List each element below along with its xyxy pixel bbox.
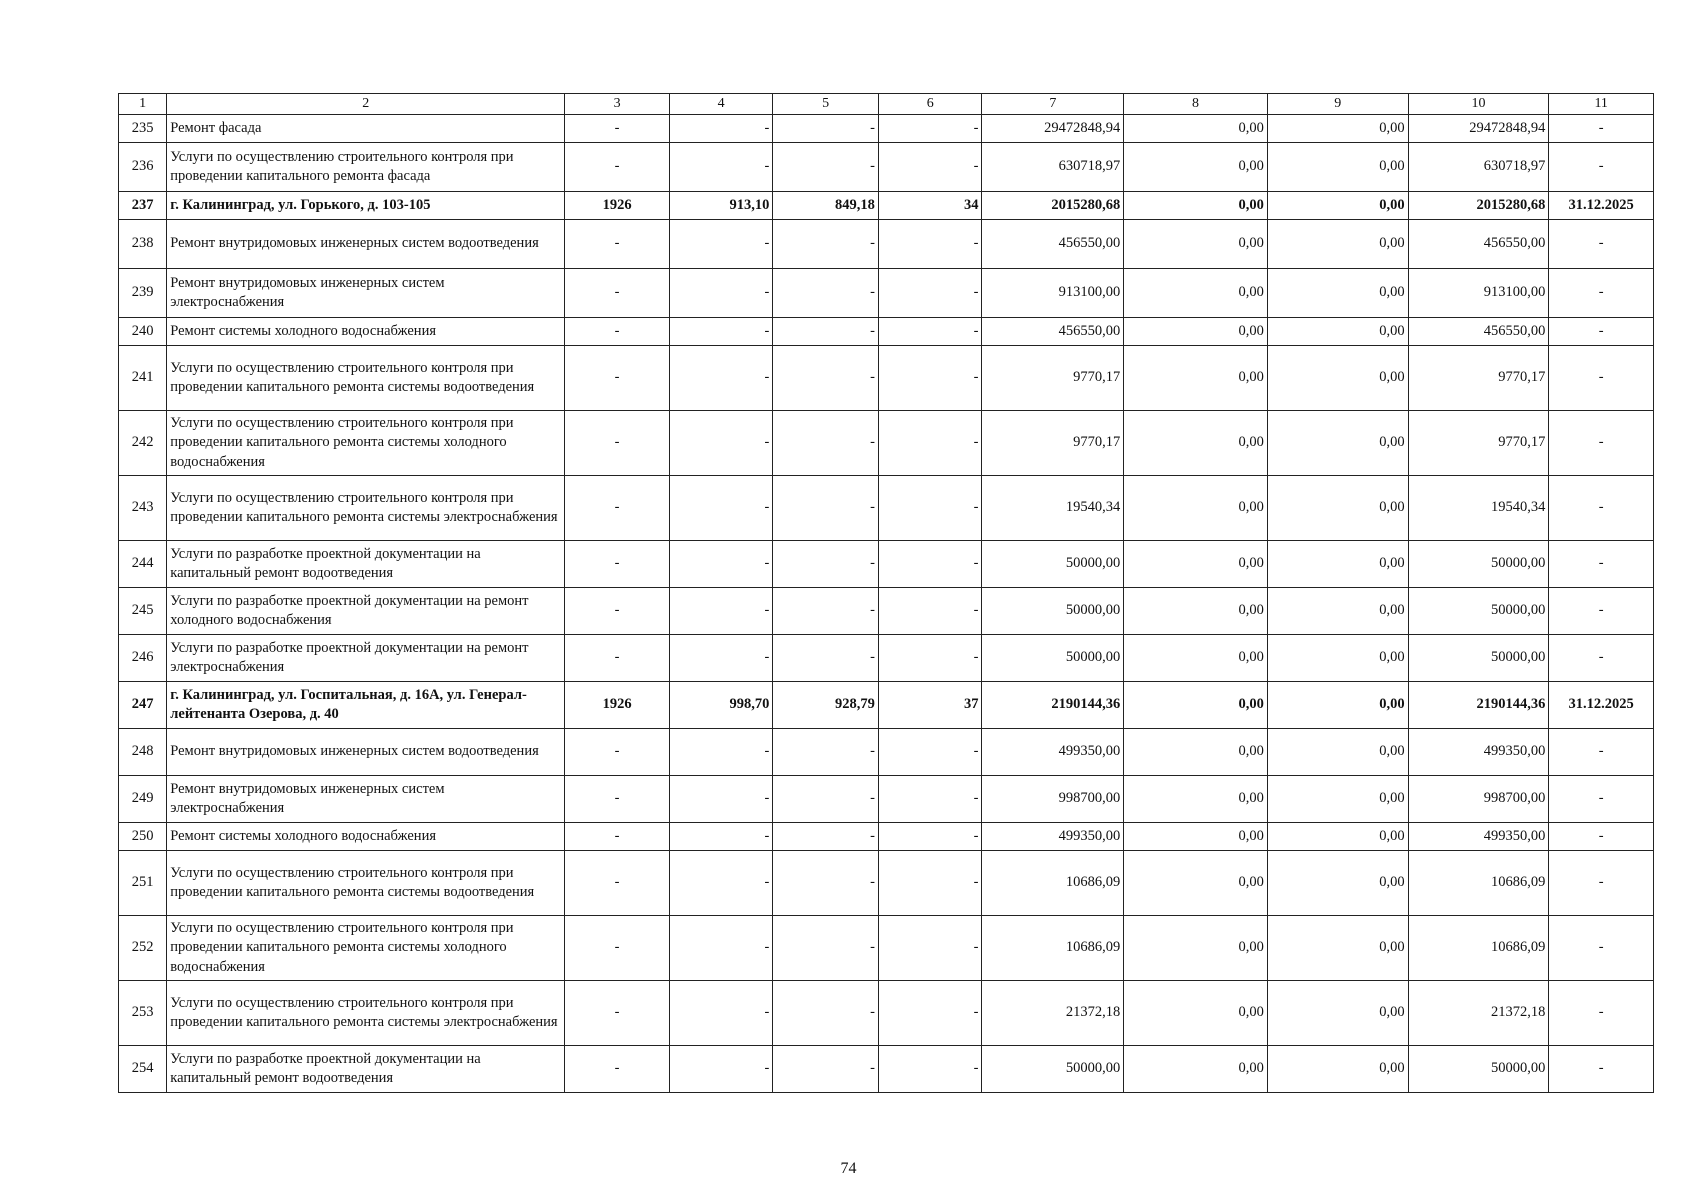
living-area: 928,79 xyxy=(773,682,879,729)
living-area: - xyxy=(773,318,879,346)
total-cost: 2015280,68 xyxy=(982,192,1124,220)
table-row xyxy=(119,541,1654,588)
cost-col-8: 0,00 xyxy=(1124,143,1268,192)
total-cost: 499350,00 xyxy=(982,729,1124,776)
cost-col-8: 0,00 xyxy=(1124,192,1268,220)
cost-col-10: 499350,00 xyxy=(1408,823,1549,851)
completion-date: 31.12.2025 xyxy=(1549,682,1654,729)
table-row xyxy=(119,776,1654,823)
total-cost: 19540,34 xyxy=(982,476,1124,541)
cost-col-10: 9770,17 xyxy=(1408,411,1549,476)
cost-col-10: 29472848,94 xyxy=(1408,115,1549,143)
living-area: - xyxy=(773,541,879,588)
table-row xyxy=(119,729,1654,776)
row-number: 238 xyxy=(119,220,167,269)
build-year: - xyxy=(565,346,670,411)
cost-col-10: 456550,00 xyxy=(1408,318,1549,346)
completion-date: - xyxy=(1549,1046,1654,1093)
cost-col-10: 630718,97 xyxy=(1408,143,1549,192)
cost-col-9: 0,00 xyxy=(1267,635,1408,682)
residents-count: - xyxy=(878,476,982,541)
total-cost: 499350,00 xyxy=(982,823,1124,851)
row-number: 254 xyxy=(119,1046,167,1093)
cost-col-9: 0,00 xyxy=(1267,916,1408,981)
cost-col-10: 10686,09 xyxy=(1408,916,1549,981)
total-cost: 10686,09 xyxy=(982,851,1124,916)
table-row xyxy=(119,1046,1654,1093)
living-area: - xyxy=(773,729,879,776)
total-area: - xyxy=(669,143,773,192)
completion-date: - xyxy=(1549,916,1654,981)
living-area: - xyxy=(773,220,879,269)
work-description: Услуги по разработке проектной документации на капитальный ремонт водоотведения xyxy=(167,1046,565,1093)
cost-col-8: 0,00 xyxy=(1124,541,1268,588)
cost-col-10: 2190144,36 xyxy=(1408,682,1549,729)
cost-col-8: 0,00 xyxy=(1124,318,1268,346)
build-year: - xyxy=(565,411,670,476)
col-header: 4 xyxy=(669,94,773,115)
table-row xyxy=(119,916,1654,981)
living-area: - xyxy=(773,916,879,981)
table-row xyxy=(119,220,1654,269)
work-description: Ремонт фасада xyxy=(167,115,565,143)
col-header: 6 xyxy=(878,94,982,115)
cost-col-9: 0,00 xyxy=(1267,1046,1408,1093)
cost-col-9: 0,00 xyxy=(1267,776,1408,823)
cost-col-9: 0,00 xyxy=(1267,851,1408,916)
cost-col-9: 0,00 xyxy=(1267,318,1408,346)
cost-col-9: 0,00 xyxy=(1267,682,1408,729)
completion-date: - xyxy=(1549,318,1654,346)
cost-col-9: 0,00 xyxy=(1267,346,1408,411)
residents-count: - xyxy=(878,269,982,318)
residents-count: - xyxy=(878,588,982,635)
work-description: Ремонт системы холодного водоснабжения xyxy=(167,823,565,851)
total-cost: 21372,18 xyxy=(982,981,1124,1046)
row-number: 247 xyxy=(119,682,167,729)
table-row xyxy=(119,682,1654,729)
residents-count: - xyxy=(878,346,982,411)
total-area: - xyxy=(669,851,773,916)
completion-date: - xyxy=(1549,115,1654,143)
build-year: - xyxy=(565,115,670,143)
residents-count: - xyxy=(878,635,982,682)
work-description: Услуги по осуществлению строительного контроля при проведении капитального ремонта системы электроснабжения xyxy=(167,981,565,1046)
cost-col-8: 0,00 xyxy=(1124,851,1268,916)
row-number: 240 xyxy=(119,318,167,346)
build-year: - xyxy=(565,981,670,1046)
total-cost: 9770,17 xyxy=(982,346,1124,411)
cost-col-10: 998700,00 xyxy=(1408,776,1549,823)
completion-date: - xyxy=(1549,851,1654,916)
cost-col-10: 499350,00 xyxy=(1408,729,1549,776)
total-area: - xyxy=(669,916,773,981)
cost-col-8: 0,00 xyxy=(1124,981,1268,1046)
residents-count: - xyxy=(878,916,982,981)
living-area: - xyxy=(773,143,879,192)
completion-date: - xyxy=(1549,220,1654,269)
col-header: 10 xyxy=(1408,94,1549,115)
row-number: 236 xyxy=(119,143,167,192)
cost-col-8: 0,00 xyxy=(1124,823,1268,851)
row-number: 251 xyxy=(119,851,167,916)
living-area: - xyxy=(773,823,879,851)
living-area: - xyxy=(773,115,879,143)
col-header: 2 xyxy=(167,94,565,115)
total-cost: 2190144,36 xyxy=(982,682,1124,729)
table-row xyxy=(119,823,1654,851)
table-body xyxy=(119,115,1654,1093)
build-year: - xyxy=(565,776,670,823)
residents-count: - xyxy=(878,318,982,346)
residents-count: - xyxy=(878,115,982,143)
completion-date: - xyxy=(1549,588,1654,635)
cost-col-10: 456550,00 xyxy=(1408,220,1549,269)
cost-col-8: 0,00 xyxy=(1124,682,1268,729)
cost-col-8: 0,00 xyxy=(1124,776,1268,823)
work-description: Ремонт внутридомовых инженерных систем электроснабжения xyxy=(167,269,565,318)
completion-date: - xyxy=(1549,476,1654,541)
work-description: Ремонт системы холодного водоснабжения xyxy=(167,318,565,346)
total-area: - xyxy=(669,541,773,588)
table-row xyxy=(119,143,1654,192)
col-header: 5 xyxy=(773,94,879,115)
total-cost: 50000,00 xyxy=(982,635,1124,682)
row-number: 253 xyxy=(119,981,167,1046)
cost-col-10: 10686,09 xyxy=(1408,851,1549,916)
row-number: 245 xyxy=(119,588,167,635)
completion-date: - xyxy=(1549,541,1654,588)
cost-col-8: 0,00 xyxy=(1124,411,1268,476)
total-cost: 456550,00 xyxy=(982,318,1124,346)
build-year: 1926 xyxy=(565,192,670,220)
work-description: Услуги по осуществлению строительного контроля при проведении капитального ремонта системы водоотведения xyxy=(167,346,565,411)
cost-col-9: 0,00 xyxy=(1267,192,1408,220)
build-year: - xyxy=(565,269,670,318)
row-number: 249 xyxy=(119,776,167,823)
total-area: - xyxy=(669,220,773,269)
table-row xyxy=(119,269,1654,318)
cost-col-10: 913100,00 xyxy=(1408,269,1549,318)
total-area: - xyxy=(669,588,773,635)
completion-date: - xyxy=(1549,411,1654,476)
residents-count: - xyxy=(878,981,982,1046)
col-header: 1 xyxy=(119,94,167,115)
total-area: - xyxy=(669,635,773,682)
build-year: - xyxy=(565,476,670,541)
total-cost: 998700,00 xyxy=(982,776,1124,823)
cost-col-9: 0,00 xyxy=(1267,729,1408,776)
living-area: - xyxy=(773,411,879,476)
cost-col-10: 50000,00 xyxy=(1408,541,1549,588)
work-description: г. Калининград, ул. Горького, д. 103-105 xyxy=(167,192,565,220)
page-number: 74 xyxy=(840,1160,857,1177)
total-cost: 50000,00 xyxy=(982,588,1124,635)
build-year: 1926 xyxy=(565,682,670,729)
living-area: - xyxy=(773,635,879,682)
total-cost: 50000,00 xyxy=(982,541,1124,588)
living-area: - xyxy=(773,269,879,318)
build-year: - xyxy=(565,1046,670,1093)
build-year: - xyxy=(565,851,670,916)
residents-count: - xyxy=(878,143,982,192)
cost-col-10: 9770,17 xyxy=(1408,346,1549,411)
row-number: 250 xyxy=(119,823,167,851)
total-area: - xyxy=(669,776,773,823)
cost-col-8: 0,00 xyxy=(1124,346,1268,411)
table-row xyxy=(119,411,1654,476)
cost-col-8: 0,00 xyxy=(1124,220,1268,269)
total-cost: 913100,00 xyxy=(982,269,1124,318)
residents-count: 37 xyxy=(878,682,982,729)
cost-col-9: 0,00 xyxy=(1267,588,1408,635)
cost-col-8: 0,00 xyxy=(1124,588,1268,635)
cost-col-9: 0,00 xyxy=(1267,823,1408,851)
total-area: - xyxy=(669,981,773,1046)
row-number: 235 xyxy=(119,115,167,143)
row-number: 244 xyxy=(119,541,167,588)
cost-col-9: 0,00 xyxy=(1267,476,1408,541)
total-area: - xyxy=(669,269,773,318)
table-row xyxy=(119,346,1654,411)
work-description: Ремонт внутридомовых инженерных систем водоотведения xyxy=(167,220,565,269)
table-row xyxy=(119,192,1654,220)
cost-col-9: 0,00 xyxy=(1267,411,1408,476)
work-description: г. Калининград, ул. Госпитальная, д. 16А, ул. Генерал-лейтенанта Озерова, д. 40 xyxy=(167,682,565,729)
cost-col-8: 0,00 xyxy=(1124,916,1268,981)
total-area: - xyxy=(669,1046,773,1093)
living-area: - xyxy=(773,1046,879,1093)
build-year: - xyxy=(565,916,670,981)
total-area: - xyxy=(669,729,773,776)
cost-col-8: 0,00 xyxy=(1124,729,1268,776)
residents-count: - xyxy=(878,776,982,823)
residents-count: - xyxy=(878,541,982,588)
residents-count: - xyxy=(878,851,982,916)
total-area: - xyxy=(669,823,773,851)
cost-col-10: 19540,34 xyxy=(1408,476,1549,541)
cost-col-8: 0,00 xyxy=(1124,269,1268,318)
row-number: 242 xyxy=(119,411,167,476)
work-description: Услуги по разработке проектной документации на капитальный ремонт водоотведения xyxy=(167,541,565,588)
residents-count: - xyxy=(878,220,982,269)
living-area: - xyxy=(773,981,879,1046)
build-year: - xyxy=(565,729,670,776)
table-row xyxy=(119,115,1654,143)
total-area: - xyxy=(669,476,773,541)
completion-date: - xyxy=(1549,635,1654,682)
build-year: - xyxy=(565,143,670,192)
row-number: 248 xyxy=(119,729,167,776)
living-area: 849,18 xyxy=(773,192,879,220)
works-table xyxy=(118,93,1654,1093)
col-header: 11 xyxy=(1549,94,1654,115)
total-cost: 50000,00 xyxy=(982,1046,1124,1093)
table-row xyxy=(119,588,1654,635)
residents-count: 34 xyxy=(878,192,982,220)
cost-col-9: 0,00 xyxy=(1267,541,1408,588)
completion-date: - xyxy=(1549,143,1654,192)
total-area: 998,70 xyxy=(669,682,773,729)
cost-col-10: 50000,00 xyxy=(1408,635,1549,682)
completion-date: - xyxy=(1549,729,1654,776)
cost-col-10: 21372,18 xyxy=(1408,981,1549,1046)
work-description: Ремонт внутридомовых инженерных систем электроснабжения xyxy=(167,776,565,823)
row-number: 246 xyxy=(119,635,167,682)
work-description: Услуги по разработке проектной документации на ремонт электроснабжения xyxy=(167,635,565,682)
total-cost: 10686,09 xyxy=(982,916,1124,981)
total-area: - xyxy=(669,346,773,411)
cost-col-9: 0,00 xyxy=(1267,981,1408,1046)
build-year: - xyxy=(565,588,670,635)
residents-count: - xyxy=(878,1046,982,1093)
row-number: 252 xyxy=(119,916,167,981)
living-area: - xyxy=(773,851,879,916)
build-year: - xyxy=(565,541,670,588)
cost-col-8: 0,00 xyxy=(1124,476,1268,541)
completion-date: - xyxy=(1549,269,1654,318)
living-area: - xyxy=(773,588,879,635)
row-number: 239 xyxy=(119,269,167,318)
table-row xyxy=(119,635,1654,682)
table-row xyxy=(119,981,1654,1046)
total-cost: 456550,00 xyxy=(982,220,1124,269)
living-area: - xyxy=(773,346,879,411)
work-description: Услуги по осуществлению строительного контроля при проведении капитального ремонта системы холодного водоснабжения xyxy=(167,411,565,476)
row-number: 241 xyxy=(119,346,167,411)
build-year: - xyxy=(565,635,670,682)
table-row xyxy=(119,851,1654,916)
build-year: - xyxy=(565,823,670,851)
work-description: Услуги по осуществлению строительного контроля при проведении капитального ремонта системы электроснабжения xyxy=(167,476,565,541)
col-header: 7 xyxy=(982,94,1124,115)
work-description: Услуги по разработке проектной документации на ремонт холодного водоснабжения xyxy=(167,588,565,635)
table-row xyxy=(119,318,1654,346)
total-area: 913,10 xyxy=(669,192,773,220)
work-description: Услуги по осуществлению строительного контроля при проведении капитального ремонта системы холодного водоснабжения xyxy=(167,916,565,981)
completion-date: - xyxy=(1549,981,1654,1046)
work-description: Услуги по осуществлению строительного контроля при проведении капитального ремонта фасада xyxy=(167,143,565,192)
build-year: - xyxy=(565,220,670,269)
cost-col-9: 0,00 xyxy=(1267,220,1408,269)
total-cost: 630718,97 xyxy=(982,143,1124,192)
work-description: Услуги по осуществлению строительного контроля при проведении капитального ремонта системы водоотведения xyxy=(167,851,565,916)
cost-col-8: 0,00 xyxy=(1124,115,1268,143)
living-area: - xyxy=(773,476,879,541)
row-number: 243 xyxy=(119,476,167,541)
cost-col-10: 2015280,68 xyxy=(1408,192,1549,220)
completion-date: - xyxy=(1549,776,1654,823)
residents-count: - xyxy=(878,823,982,851)
col-header: 9 xyxy=(1267,94,1408,115)
cost-col-10: 50000,00 xyxy=(1408,588,1549,635)
cost-col-9: 0,00 xyxy=(1267,115,1408,143)
residents-count: - xyxy=(878,411,982,476)
total-area: - xyxy=(669,411,773,476)
table-row xyxy=(119,476,1654,541)
residents-count: - xyxy=(878,729,982,776)
completion-date: 31.12.2025 xyxy=(1549,192,1654,220)
col-header: 8 xyxy=(1124,94,1268,115)
completion-date: - xyxy=(1549,346,1654,411)
total-area: - xyxy=(669,115,773,143)
cost-col-8: 0,00 xyxy=(1124,635,1268,682)
cost-col-8: 0,00 xyxy=(1124,1046,1268,1093)
row-number: 237 xyxy=(119,192,167,220)
total-area: - xyxy=(669,318,773,346)
cost-col-9: 0,00 xyxy=(1267,143,1408,192)
total-cost: 29472848,94 xyxy=(982,115,1124,143)
column-number-row xyxy=(119,94,1654,115)
living-area: - xyxy=(773,776,879,823)
completion-date: - xyxy=(1549,823,1654,851)
work-description: Ремонт внутридомовых инженерных систем водоотведения xyxy=(167,729,565,776)
col-header: 3 xyxy=(565,94,670,115)
cost-col-9: 0,00 xyxy=(1267,269,1408,318)
cost-col-10: 50000,00 xyxy=(1408,1046,1549,1093)
total-cost: 9770,17 xyxy=(982,411,1124,476)
build-year: - xyxy=(565,318,670,346)
